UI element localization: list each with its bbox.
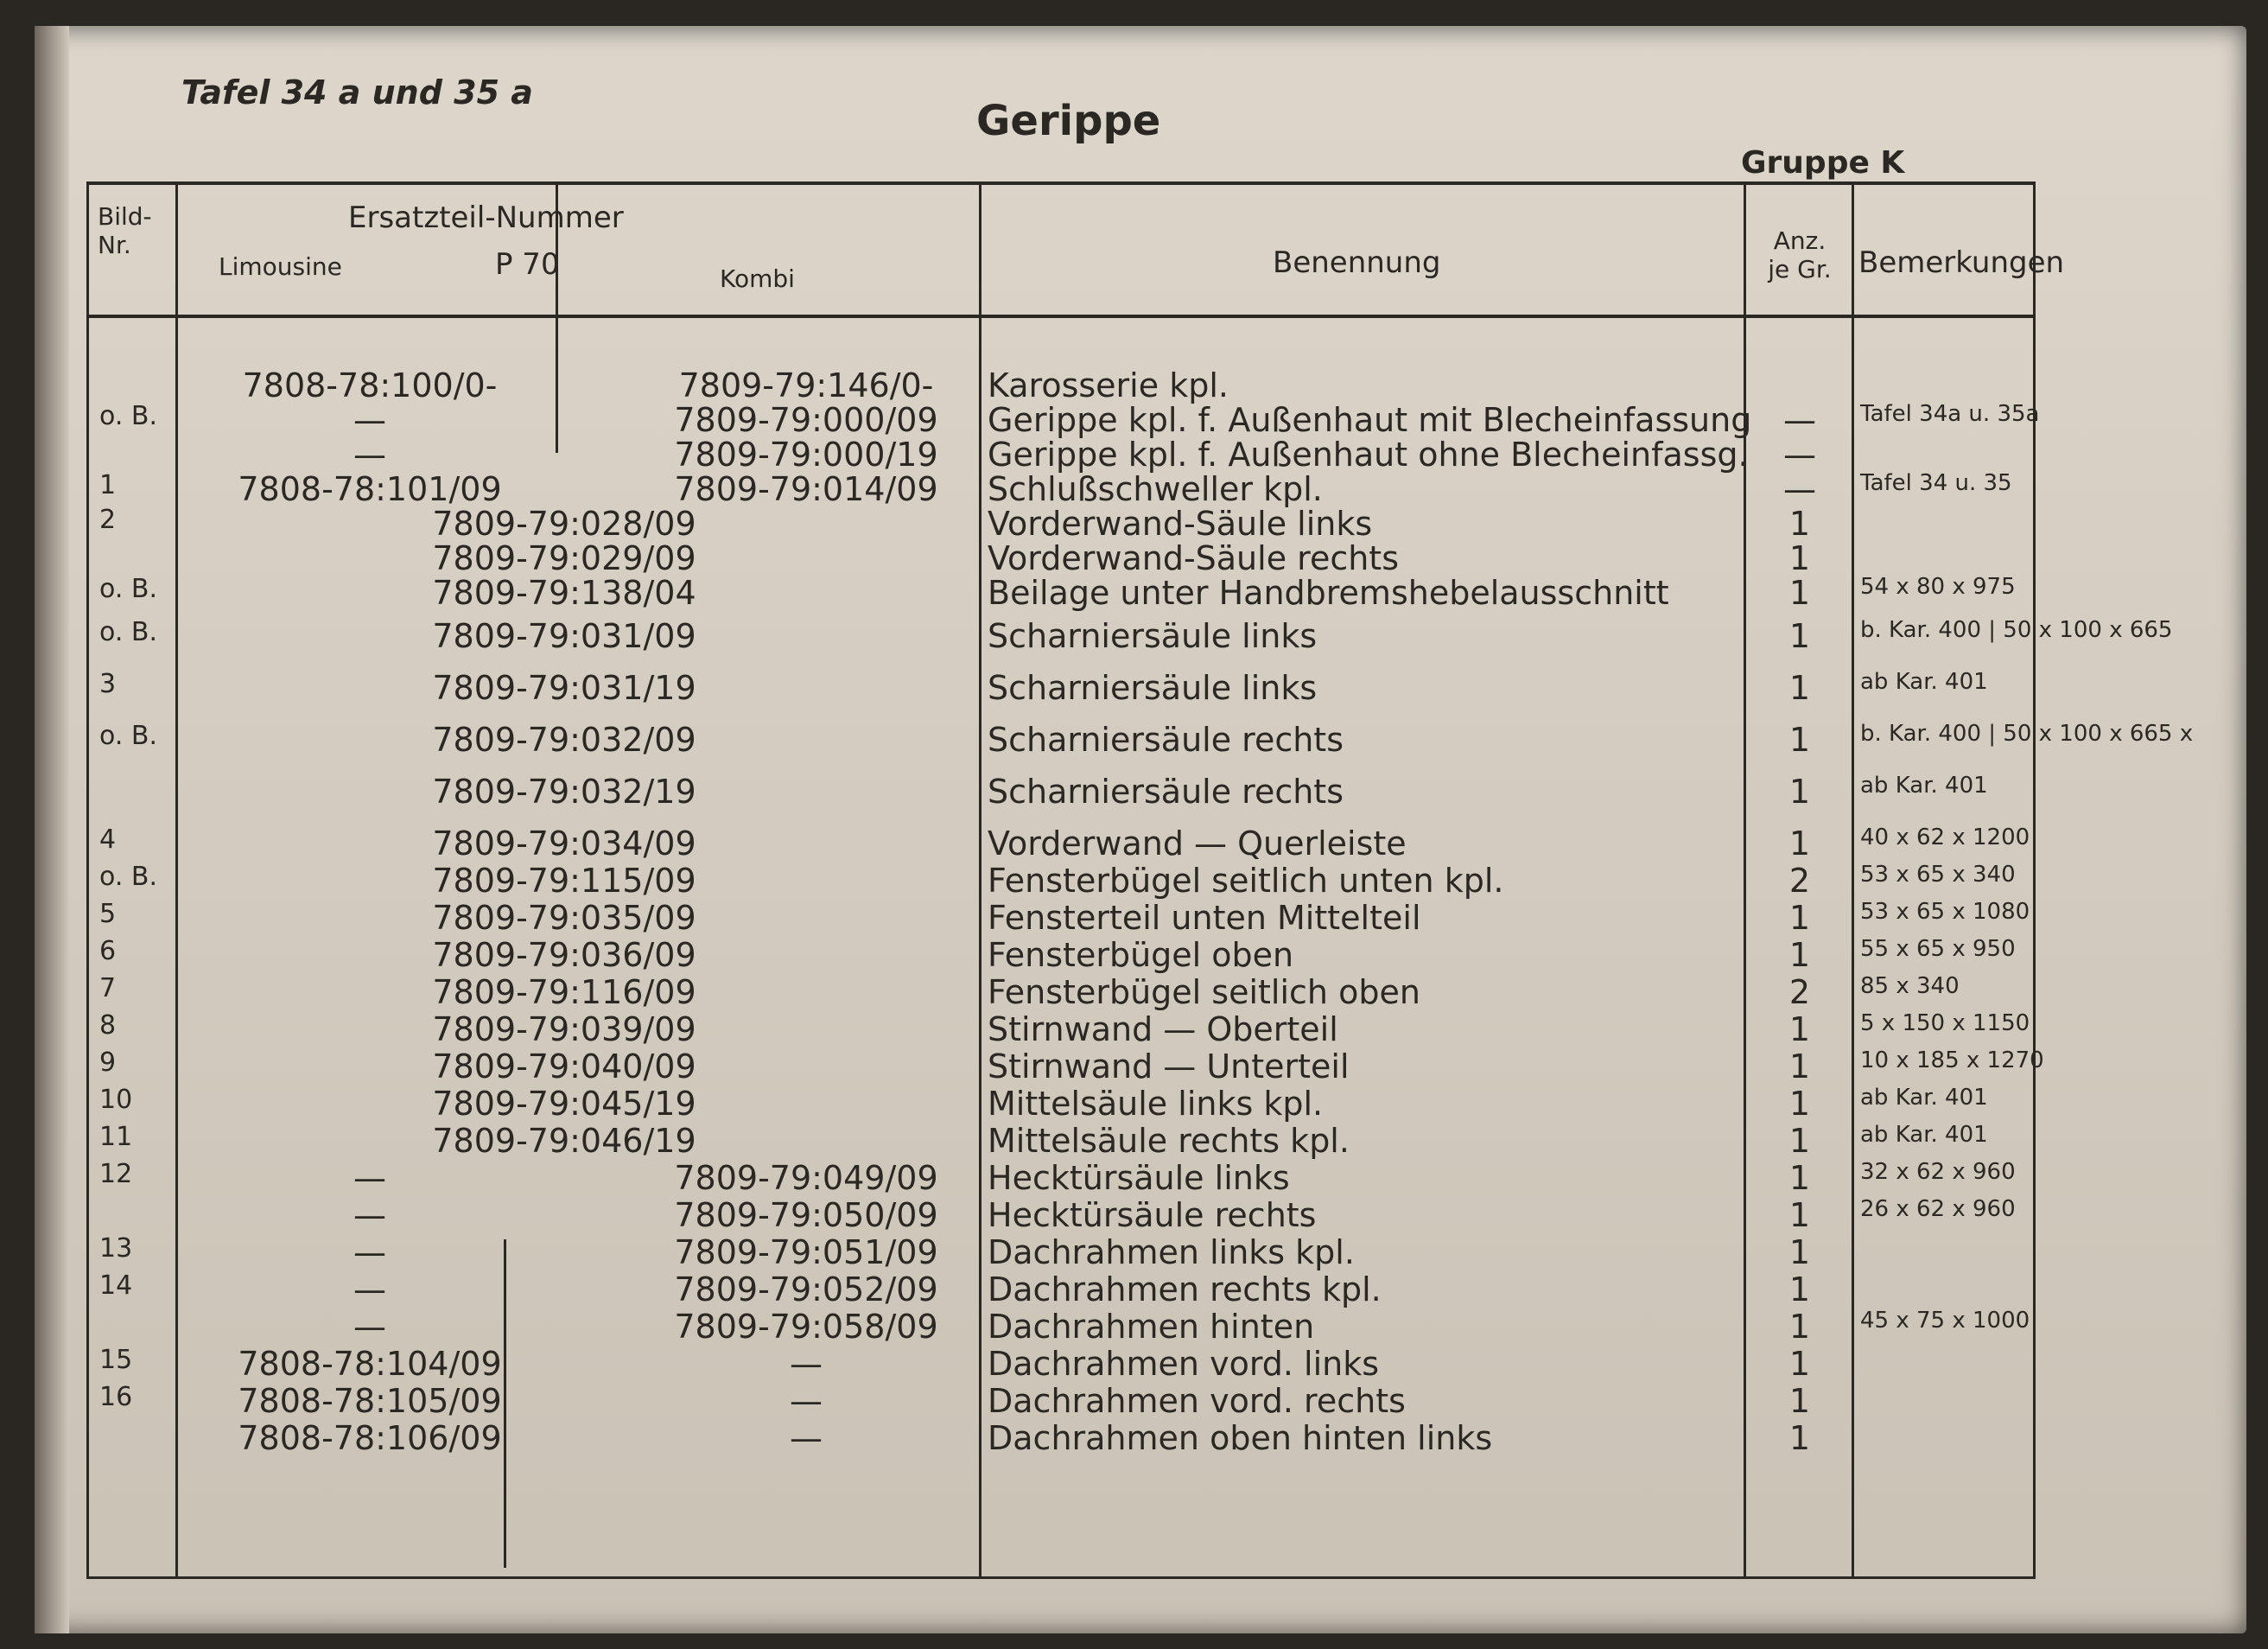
cell-kombi: — xyxy=(790,1345,823,1383)
cell-bild: 7 xyxy=(99,973,117,1003)
cell-anzahl: 1 xyxy=(1788,505,1811,543)
cell-part-number: 7809-79:028/09 xyxy=(432,505,696,543)
cell-kombi: 7809-79:058/09 xyxy=(674,1308,938,1346)
cell-bild: 5 xyxy=(99,899,117,929)
parts-table xyxy=(86,181,2194,1579)
cell-bild: 11 xyxy=(99,1122,133,1152)
cell-anzahl: — xyxy=(1783,436,1816,474)
cell-bemerkung: ab Kar. 401 xyxy=(1860,1122,1988,1148)
cell-bild: o. B. xyxy=(99,401,158,431)
cell-kombi: 7809-79:051/09 xyxy=(674,1233,938,1271)
cell-bemerkung: ab Kar. 401 xyxy=(1860,773,1988,799)
cell-benennung: Vorderwand-Säule rechts xyxy=(988,539,1400,577)
table-row xyxy=(89,1345,2033,1383)
col-limousine-header: Limousine xyxy=(219,252,342,281)
cell-anzahl: 1 xyxy=(1788,669,1811,707)
cell-bemerkung: 5 x 150 x 1150 xyxy=(1860,1010,2030,1036)
page-title: Gerippe xyxy=(976,97,1161,145)
catalog-page xyxy=(35,26,2246,1633)
cell-anzahl: 2 xyxy=(1788,973,1811,1011)
cell-benennung: Karosserie kpl. xyxy=(988,366,1229,404)
cell-benennung: Fensterbügel oben xyxy=(988,936,1294,974)
table-row xyxy=(89,862,2033,900)
cell-anzahl: 1 xyxy=(1788,1010,1811,1048)
table-row xyxy=(89,899,2033,937)
cell-bemerkung: 10 x 185 x 1270 xyxy=(1860,1047,2044,1073)
cell-anzahl: 1 xyxy=(1788,899,1811,937)
cell-benennung: Fensterteil unten Mittelteil xyxy=(988,899,1421,937)
cell-benennung: Dachrahmen vord. rechts xyxy=(988,1382,1406,1420)
cell-kombi: 7809-79:050/09 xyxy=(674,1196,938,1234)
cell-benennung: Scharniersäule links xyxy=(988,669,1318,707)
group-label: Gruppe K xyxy=(1741,145,1905,181)
cell-bild: o. B. xyxy=(99,862,158,892)
cell-anzahl: 1 xyxy=(1788,1233,1811,1271)
cell-benennung: Dachrahmen rechts kpl. xyxy=(988,1270,1382,1308)
cell-bemerkung: Tafel 34 u. 35 xyxy=(1860,470,2012,496)
cell-limousine: — xyxy=(353,1159,386,1197)
cell-part-number: 7809-79:138/04 xyxy=(432,574,696,612)
cell-anzahl: 1 xyxy=(1788,1196,1811,1234)
cell-benennung: Fensterbügel seitlich unten kpl. xyxy=(988,862,1504,900)
cell-bild: 8 xyxy=(99,1010,117,1041)
cell-kombi: 7809-79:000/19 xyxy=(674,436,938,474)
cell-anzahl: 1 xyxy=(1788,574,1811,612)
col-anzahl-header: Anz. je Gr. xyxy=(1768,226,1832,283)
cell-kombi: 7809-79:000/09 xyxy=(674,401,938,439)
cell-kombi: 7809-79:052/09 xyxy=(674,1270,938,1308)
cell-bild: 9 xyxy=(99,1047,117,1078)
cell-anzahl: 1 xyxy=(1788,936,1811,974)
table-row xyxy=(89,1196,2033,1234)
cell-bild: 6 xyxy=(99,936,117,966)
cell-anzahl: 2 xyxy=(1788,862,1811,900)
table-row xyxy=(89,1308,2033,1346)
cell-bemerkung: Tafel 34a u. 35a xyxy=(1860,401,2040,427)
cell-bild: 4 xyxy=(99,824,117,855)
cell-benennung: Mittelsäule rechts kpl. xyxy=(988,1122,1350,1160)
cell-benennung: Stirnwand — Unterteil xyxy=(988,1047,1350,1086)
cell-part-number: 7809-79:040/09 xyxy=(432,1047,696,1086)
cell-part-number: 7809-79:035/09 xyxy=(432,899,696,937)
cell-anzahl: 1 xyxy=(1788,824,1811,863)
cell-anzahl: — xyxy=(1783,401,1816,439)
cell-kombi: 7809-79:146/0- xyxy=(678,366,934,404)
table-row xyxy=(89,574,2033,612)
cell-benennung: Dachrahmen hinten xyxy=(988,1308,1315,1346)
cell-bemerkung: b. Kar. 400 | 50 x 100 x 665 x xyxy=(1860,721,2194,747)
cell-benennung: Gerippe kpl. f. Außenhaut mit Blecheinfassung xyxy=(988,401,1752,439)
cell-limousine: — xyxy=(353,1196,386,1234)
cell-bild: 2 xyxy=(99,505,117,535)
table-row xyxy=(89,1233,2033,1271)
table-row xyxy=(89,669,2033,707)
cell-bild: 3 xyxy=(99,669,117,699)
cell-limousine: — xyxy=(353,1308,386,1346)
cell-limousine: — xyxy=(353,436,386,474)
cell-benennung: Dachrahmen links kpl. xyxy=(988,1233,1355,1271)
col-model-header: P 70 xyxy=(495,247,560,282)
cell-benennung: Scharniersäule rechts xyxy=(988,721,1344,759)
table-row xyxy=(89,401,2040,439)
cell-bemerkung: 85 x 340 xyxy=(1860,973,1960,999)
cell-anzahl: 1 xyxy=(1788,1419,1811,1457)
table-row xyxy=(89,1270,2033,1308)
cell-part-number: 7809-79:045/19 xyxy=(432,1085,696,1123)
cell-benennung: Dachrahmen vord. links xyxy=(988,1345,1380,1383)
book-spine xyxy=(35,26,69,1633)
cell-kombi: 7809-79:014/09 xyxy=(674,470,938,508)
cell-bild: 14 xyxy=(99,1270,133,1301)
cell-benennung: Mittelsäule links kpl. xyxy=(988,1085,1324,1123)
cell-limousine: — xyxy=(353,401,386,439)
cell-limousine: 7808-78:101/09 xyxy=(238,470,502,508)
cell-benennung: Stirnwand — Oberteil xyxy=(988,1010,1338,1048)
table-row xyxy=(89,721,2194,759)
cell-part-number: 7809-79:031/09 xyxy=(432,617,696,655)
table-row xyxy=(89,1419,2033,1457)
header-rule xyxy=(89,315,2033,318)
col-bild-header: Bild- Nr. xyxy=(98,202,152,259)
table-row xyxy=(89,1382,2033,1420)
table-row xyxy=(89,1085,2033,1123)
cell-part-number: 7809-79:115/09 xyxy=(432,862,696,900)
table-row xyxy=(89,773,2033,811)
cell-benennung: Gerippe kpl. f. Außenhaut ohne Blecheinfassg. xyxy=(988,436,1749,474)
table-row xyxy=(89,436,2033,474)
cell-benennung: Vorderwand-Säule links xyxy=(988,505,1373,543)
cell-bild: o. B. xyxy=(99,617,158,647)
cell-part-number: 7809-79:036/09 xyxy=(432,936,696,974)
cell-anzahl: 1 xyxy=(1788,1345,1811,1383)
table-row xyxy=(89,505,2033,543)
table-row xyxy=(89,1159,2033,1197)
cell-part-number: 7809-79:046/19 xyxy=(432,1122,696,1160)
cell-limousine: 7808-78:104/09 xyxy=(238,1345,502,1383)
cell-bild: 15 xyxy=(99,1345,133,1375)
cell-part-number: 7809-79:039/09 xyxy=(432,1010,696,1048)
table-row xyxy=(89,936,2033,974)
table-row xyxy=(89,824,2033,863)
cell-limousine: 7808-78:100/0- xyxy=(242,366,498,404)
cell-bemerkung: 45 x 75 x 1000 xyxy=(1860,1308,2030,1334)
cell-anzahl: 1 xyxy=(1788,721,1811,759)
cell-bemerkung: 53 x 65 x 340 xyxy=(1860,862,2016,888)
cell-part-number: 7809-79:032/09 xyxy=(432,721,696,759)
cell-anzahl: 1 xyxy=(1788,1270,1811,1308)
cell-bild: 10 xyxy=(99,1085,133,1115)
cell-anzahl: 1 xyxy=(1788,539,1811,577)
cell-limousine: — xyxy=(353,1270,386,1308)
cell-part-number: 7809-79:034/09 xyxy=(432,824,696,863)
cell-anzahl: 1 xyxy=(1788,1122,1811,1160)
cell-kombi: — xyxy=(790,1382,823,1420)
table-row xyxy=(89,1010,2033,1048)
cell-bild: o. B. xyxy=(99,574,158,604)
cell-benennung: Hecktürsäule rechts xyxy=(988,1196,1317,1234)
cell-anzahl: 1 xyxy=(1788,1308,1811,1346)
table-row xyxy=(89,366,2033,404)
cell-limousine: 7808-78:105/09 xyxy=(238,1382,502,1420)
cell-anzahl: 1 xyxy=(1788,773,1811,811)
cell-bemerkung: b. Kar. 400 | 50 x 100 x 665 xyxy=(1860,617,2173,643)
cell-bemerkung: 32 x 62 x 960 xyxy=(1860,1159,2016,1185)
cell-bemerkung: 40 x 62 x 1200 xyxy=(1860,824,2030,850)
table-row xyxy=(89,1047,2044,1086)
cell-bild: 16 xyxy=(99,1382,133,1412)
table-row xyxy=(89,470,2033,508)
cell-limousine: 7808-78:106/09 xyxy=(238,1419,502,1457)
cell-anzahl: 1 xyxy=(1788,617,1811,655)
cell-bild: 1 xyxy=(99,470,117,500)
cell-part-number: 7809-79:029/09 xyxy=(432,539,696,577)
cell-anzahl: 1 xyxy=(1788,1047,1811,1086)
plate-reference: Tafel 34 a und 35 a xyxy=(181,73,533,111)
col-kombi-header: Kombi xyxy=(720,264,795,293)
cell-part-number: 7809-79:032/19 xyxy=(432,773,696,811)
cell-bemerkung: 26 x 62 x 960 xyxy=(1860,1196,2016,1222)
cell-benennung: Schlußschweller kpl. xyxy=(988,470,1323,508)
cell-anzahl: — xyxy=(1783,470,1816,508)
table-row xyxy=(89,617,2173,655)
cell-anzahl: 1 xyxy=(1788,1085,1811,1123)
cell-benennung: Scharniersäule rechts xyxy=(988,773,1344,811)
cell-kombi: — xyxy=(790,1419,823,1457)
cell-benennung: Fensterbügel seitlich oben xyxy=(988,973,1420,1011)
cell-bemerkung: 53 x 65 x 1080 xyxy=(1860,899,2030,925)
col-bemerkungen-header: Bemerkungen xyxy=(1858,245,2065,280)
cell-bemerkung: ab Kar. 401 xyxy=(1860,1085,1988,1111)
cell-benennung: Hecktürsäule links xyxy=(988,1159,1290,1197)
cell-benennung: Vorderwand — Querleiste xyxy=(988,824,1407,863)
cell-anzahl: 1 xyxy=(1788,1159,1811,1197)
cell-bemerkung: 54 x 80 x 975 xyxy=(1860,574,2016,600)
cell-bild: 12 xyxy=(99,1159,133,1189)
cell-benennung: Beilage unter Handbremshebelausschnitt xyxy=(988,574,1669,612)
cell-bemerkung: 55 x 65 x 950 xyxy=(1860,936,2016,962)
cell-part-number: 7809-79:116/09 xyxy=(432,973,696,1011)
cell-benennung: Scharniersäule links xyxy=(988,617,1318,655)
cell-kombi: 7809-79:049/09 xyxy=(674,1159,938,1197)
table-row xyxy=(89,973,2033,1011)
col-benennung-header: Benennung xyxy=(1273,245,1441,280)
cell-bild: o. B. xyxy=(99,721,158,751)
cell-benennung: Dachrahmen oben hinten links xyxy=(988,1419,1493,1457)
cell-bild: 13 xyxy=(99,1233,133,1264)
table-row xyxy=(89,1122,2033,1160)
cell-anzahl: 1 xyxy=(1788,1382,1811,1420)
col-ersatzteil-header: Ersatzteil-Nummer xyxy=(348,201,624,235)
cell-part-number: 7809-79:031/19 xyxy=(432,669,696,707)
cell-limousine: — xyxy=(353,1233,386,1271)
cell-bemerkung: ab Kar. 401 xyxy=(1860,669,1988,695)
table-row xyxy=(89,539,2033,577)
